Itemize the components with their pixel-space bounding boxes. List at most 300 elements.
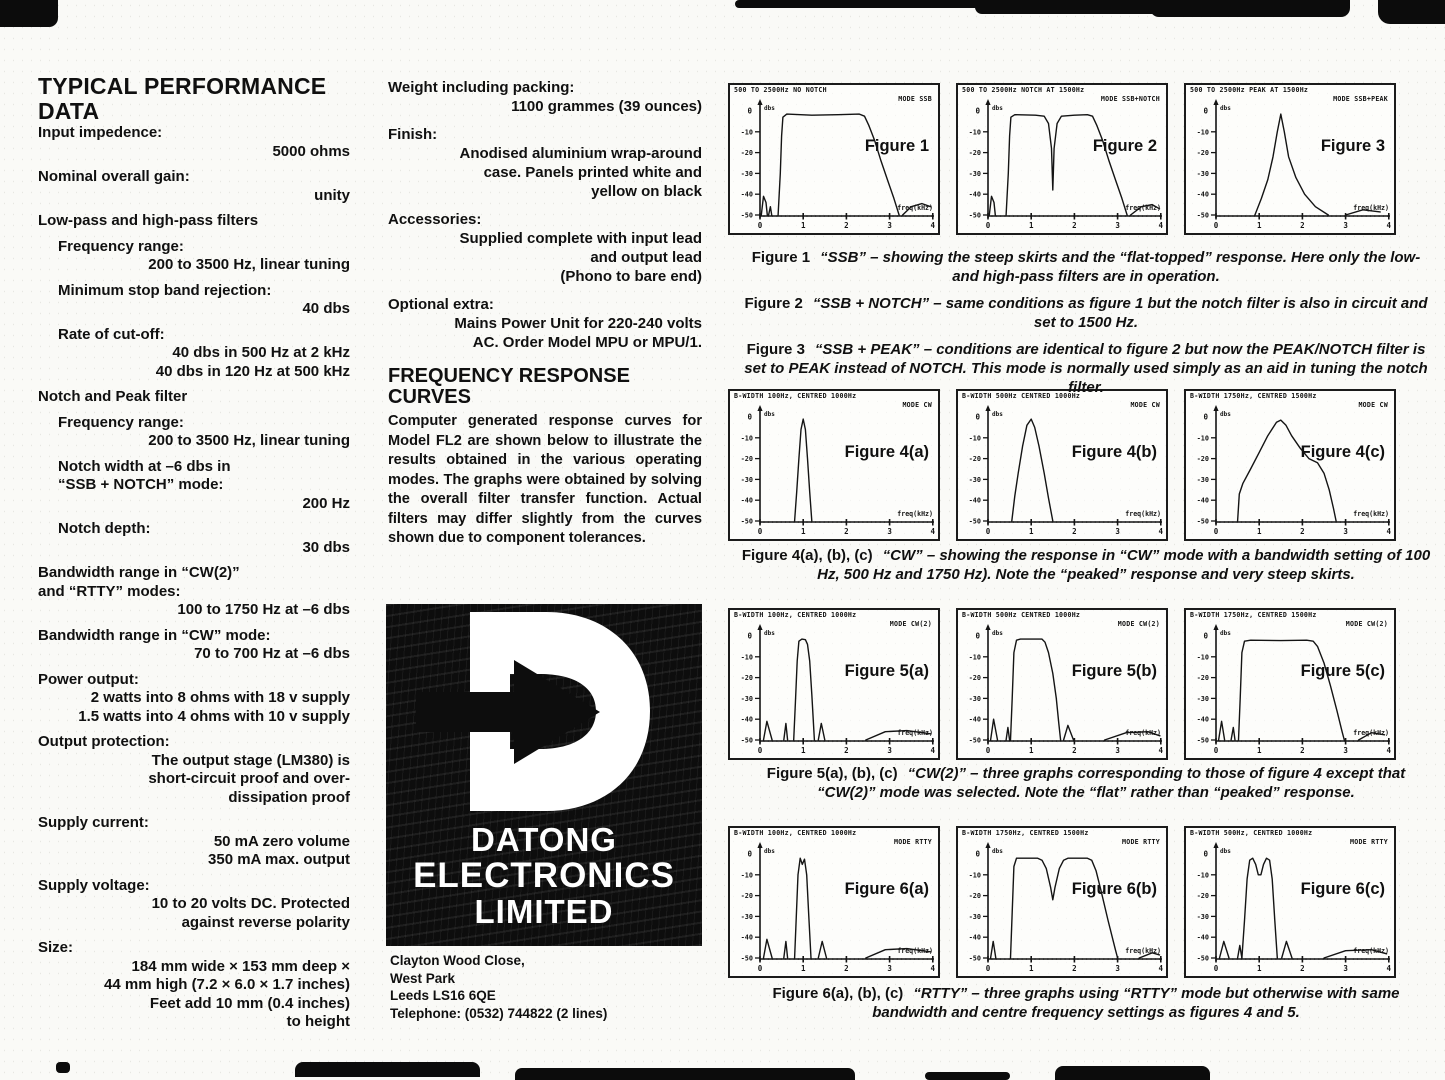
svg-text:freq(kHz): freq(kHz): [897, 204, 933, 212]
svg-text:-40: -40: [968, 715, 981, 724]
caption-text: “SSB + NOTCH” – same conditions as figure 1 but the notch filter is also in circuit and set to 1500 Hz.: [812, 295, 1428, 331]
response-plot: [958, 85, 1166, 233]
svg-text:-20: -20: [1196, 149, 1209, 158]
svg-text:freq(kHz): freq(kHz): [897, 510, 933, 518]
figure-header: B-WIDTH 1750Hz, CENTRED 1500Hz: [1190, 611, 1317, 619]
shipping-spec-item: [388, 210, 702, 286]
svg-text:freq(kHz): freq(kHz): [897, 729, 933, 737]
response-plot: [958, 610, 1166, 758]
figure-mode: MODE SSB+NOTCH: [1100, 95, 1160, 103]
figure-panel: [728, 826, 940, 978]
svg-text:4: 4: [930, 746, 936, 755]
spec-label: Accessories:: [388, 211, 482, 228]
caption-figure-label: Figure 6(a), (b), (c): [772, 985, 904, 1002]
svg-text:1: 1: [800, 221, 806, 230]
caption-figure-label: Figure 1: [751, 249, 811, 266]
svg-text:dbs: dbs: [764, 411, 775, 418]
figure-label: Figure 5(a): [844, 662, 929, 680]
svg-text:-30: -30: [968, 912, 981, 921]
svg-text:-50: -50: [968, 954, 981, 963]
spec-item: [38, 414, 350, 451]
svg-text:freq(kHz): freq(kHz): [897, 947, 933, 955]
figure-row-4: [728, 826, 1440, 978]
caption-text: “RTTY” – three graphs using “RTTY” mode but otherwise with same bandwidth and centre frequency settings as figures 4 and 5.: [872, 985, 1400, 1021]
figure-panel: [1184, 826, 1396, 978]
figure-row-3: [728, 608, 1440, 760]
scan-artifact: [56, 1062, 70, 1073]
svg-text:-50: -50: [740, 517, 753, 526]
response-plot: [1186, 391, 1394, 539]
figure-header: B-WIDTH 500Hz CENTRED 1000Hz: [962, 392, 1081, 400]
spec-value: 40 dbs: [302, 300, 350, 317]
spec-value: case. Panels printed white and: [483, 164, 702, 181]
svg-text:-30: -30: [1196, 912, 1209, 921]
svg-text:4: 4: [930, 221, 936, 230]
scan-artifact: [735, 0, 980, 8]
svg-text:0: 0: [757, 964, 763, 973]
spec-label: Supply voltage:: [38, 876, 150, 894]
figure-mode: MODE SSB+PEAK: [1333, 95, 1388, 103]
svg-text:dbs: dbs: [992, 848, 1003, 855]
frequency-response-paragraph: Computer generated response curves for Model FL2 are shown below to illustrate the results obtained in the various operating modes. The graphs were obtained by solving the overall filter transfer function. Actual filters may differ slightly from the curves shown due to component tolerances.: [388, 413, 702, 546]
spec-value: and output lead: [590, 249, 702, 266]
shipping-spec-item: [388, 295, 702, 352]
caption-figure-5: [740, 764, 1432, 810]
spec-value: 70 to 700 Hz at –6 dbs: [194, 645, 350, 662]
figure-label: Figure 3: [1320, 137, 1385, 155]
logo-line-2: ELECTRONICS: [413, 856, 675, 895]
svg-text:0: 0: [1203, 849, 1208, 859]
svg-text:0: 0: [747, 106, 752, 116]
figure-panel: [1184, 83, 1396, 235]
figure-header: B-WIDTH 100Hz, CENTRED 1000Hz: [734, 829, 857, 837]
svg-text:-50: -50: [968, 736, 981, 745]
svg-text:dbs: dbs: [764, 105, 775, 112]
figure-label: Figure 4(b): [1071, 443, 1157, 461]
svg-text:0: 0: [985, 527, 991, 536]
svg-text:2: 2: [1072, 221, 1077, 230]
svg-text:1: 1: [1028, 221, 1034, 230]
svg-text:3: 3: [1115, 964, 1120, 973]
spec-value: 40 dbs in 120 Hz at 500 kHz: [155, 362, 350, 380]
svg-text:-40: -40: [1196, 933, 1209, 942]
spec-value: 1.5 watts into 4 ohms with 10 v supply: [78, 707, 350, 725]
spec-item: [38, 388, 350, 407]
figure-label: Figure 6(c): [1300, 880, 1385, 898]
spec-label: Nominal overall gain:: [38, 168, 190, 185]
svg-text:-30: -30: [740, 169, 753, 178]
svg-text:freq(kHz): freq(kHz): [1353, 729, 1389, 737]
svg-text:-40: -40: [968, 496, 981, 505]
svg-text:-10: -10: [740, 434, 753, 443]
svg-text:2: 2: [1072, 964, 1077, 973]
svg-text:1: 1: [1256, 746, 1262, 755]
svg-text:-10: -10: [968, 434, 981, 443]
svg-text:-10: -10: [1196, 128, 1209, 137]
caption-figure-label: Figure 3: [746, 341, 805, 358]
svg-text:dbs: dbs: [1220, 848, 1231, 855]
datong-arrow-d-icon: [386, 604, 702, 819]
svg-text:2: 2: [844, 746, 849, 755]
spec-value: Supplied complete with input lead: [459, 230, 702, 247]
caption-text: “CW(2)” – three graphs corresponding to those of figure 4 except that “CW(2)” mode was selected. Note the “flat” rather than “peaked” response.: [817, 765, 1406, 801]
svg-text:0: 0: [975, 106, 980, 116]
figure-mode: MODE RTTY: [1350, 838, 1388, 846]
performance-data-column: [38, 74, 350, 1039]
figure-caption: [740, 546, 1432, 584]
svg-text:4: 4: [1158, 527, 1164, 536]
figure-mode: MODE CW: [1130, 401, 1160, 409]
figure-label: Figure 1: [864, 137, 929, 155]
spec-item: [38, 564, 350, 620]
spec-value: against reverse polarity: [181, 913, 350, 931]
svg-text:0: 0: [747, 412, 752, 422]
svg-text:2: 2: [844, 527, 849, 536]
figure-label: Figure 5(c): [1300, 662, 1385, 680]
svg-text:dbs: dbs: [992, 630, 1003, 637]
spec-value: 30 dbs: [302, 538, 350, 556]
spec-item: [38, 326, 350, 382]
svg-text:-40: -40: [968, 933, 981, 942]
svg-text:freq(kHz): freq(kHz): [1125, 510, 1161, 518]
svg-text:-40: -40: [740, 715, 753, 724]
response-plot: [730, 391, 938, 539]
svg-text:4: 4: [1386, 527, 1392, 536]
figure-label: Figure 4(a): [844, 443, 929, 461]
middle-column: [388, 78, 702, 549]
figure-panel: [728, 608, 940, 760]
figure-mode: MODE SSB: [898, 95, 932, 103]
spec-value: 50 mA zero volume: [213, 832, 350, 850]
svg-text:0: 0: [1213, 746, 1219, 755]
spec-value: unity: [314, 186, 350, 204]
scan-artifact: [1378, 0, 1445, 24]
svg-text:-40: -40: [1196, 496, 1209, 505]
response-plot: [1186, 610, 1394, 758]
logo-line-1: DATONG: [471, 821, 617, 858]
svg-text:-30: -30: [740, 694, 753, 703]
svg-text:-10: -10: [740, 871, 753, 880]
figure-row-2: [728, 389, 1440, 541]
svg-text:-40: -40: [1196, 715, 1209, 724]
svg-text:3: 3: [1115, 746, 1120, 755]
figure-panel: [1184, 389, 1396, 541]
svg-text:-20: -20: [1196, 674, 1209, 683]
spec-value: yellow on black: [591, 183, 702, 200]
figure-label: Figure 6(b): [1071, 880, 1157, 898]
figure-panel: [1184, 608, 1396, 760]
scan-artifact: [295, 1062, 480, 1077]
svg-text:-20: -20: [968, 892, 981, 901]
svg-text:2: 2: [844, 964, 849, 973]
svg-text:-10: -10: [1196, 653, 1209, 662]
scan-artifact: [1055, 1066, 1210, 1080]
svg-text:freq(kHz): freq(kHz): [1353, 947, 1389, 955]
svg-text:1: 1: [800, 746, 806, 755]
caption-text: “SSB” – showing the steep skirts and the “flat-topped” response. Here only the low- and high-pass filters are in operation.: [820, 249, 1421, 285]
svg-text:-20: -20: [740, 892, 753, 901]
spec-value: 200 to 3500 Hz, linear tuning: [148, 256, 350, 273]
spec-value: 184 mm wide × 153 mm deep ×: [131, 957, 350, 975]
spec-label: Bandwidth range in “CW” mode:: [38, 626, 271, 644]
svg-text:0: 0: [757, 527, 763, 536]
datong-logo: [386, 604, 702, 946]
svg-text:-10: -10: [1196, 871, 1209, 880]
spec-item: [38, 939, 350, 1032]
spec-label: Input impedence:: [38, 124, 163, 141]
spec-value: Anodised aluminium wrap-around: [459, 145, 702, 162]
spec-label: Finish:: [388, 126, 438, 143]
response-plot: [958, 391, 1166, 539]
spec-label: Low-pass and high-pass filters: [38, 212, 259, 229]
svg-text:0: 0: [975, 412, 980, 422]
svg-text:0: 0: [985, 746, 991, 755]
figure-label: Figure 2: [1092, 137, 1157, 155]
spec-label: Power output:: [38, 670, 139, 688]
svg-text:-50: -50: [1196, 954, 1209, 963]
spec-value: 1100 grammes (39 ounces): [511, 98, 702, 115]
svg-text:2: 2: [1300, 746, 1305, 755]
svg-text:-30: -30: [740, 475, 753, 484]
figure-row-1: [728, 83, 1440, 235]
svg-text:dbs: dbs: [1220, 630, 1231, 637]
frequency-response-heading: FREQUENCY RESPONSE CURVES: [388, 365, 630, 408]
caption-figure-label: Figure 4(a), (b), (c): [741, 547, 873, 564]
figure-header: B-WIDTH 1750Hz, CENTRED 1500Hz: [962, 829, 1089, 837]
svg-text:4: 4: [1158, 746, 1164, 755]
spec-value: Feet add 10 mm (0.4 inches): [149, 994, 350, 1012]
svg-text:0: 0: [1213, 221, 1219, 230]
caption-figure-label: Figure 5(a), (b), (c): [766, 765, 898, 782]
spec-value: 2 watts into 8 ohms with 18 v supply: [90, 689, 350, 706]
spec-label: Output protection:: [38, 733, 170, 750]
svg-text:-10: -10: [968, 653, 981, 662]
figure-panel: [728, 83, 940, 235]
svg-text:4: 4: [1386, 964, 1392, 973]
spec-value: AC. Order Model MPU or MPU/1.: [472, 334, 702, 351]
svg-text:0: 0: [1203, 106, 1208, 116]
svg-text:-30: -30: [740, 912, 753, 921]
spec-value: to height: [286, 1013, 350, 1030]
svg-text:-40: -40: [740, 496, 753, 505]
caption-figure-6: [740, 984, 1432, 1030]
spec-value: short-circuit proof and over-: [148, 770, 350, 787]
spec-value: 40 dbs in 500 Hz at 2 kHz: [172, 344, 350, 361]
scan-artifact: [0, 0, 58, 27]
spec-label: Notch width at –6 dbs in: [58, 457, 231, 475]
spec-label: Frequency range:: [58, 237, 184, 255]
spec-item: [38, 124, 350, 161]
figure-panel: [956, 389, 1168, 541]
svg-text:-30: -30: [968, 694, 981, 703]
spec-label: Notch and Peak filter: [38, 388, 188, 405]
svg-text:0: 0: [1213, 527, 1219, 536]
svg-text:3: 3: [887, 527, 892, 536]
svg-text:4: 4: [1386, 221, 1392, 230]
spec-item: [38, 877, 350, 933]
spec-item: [38, 627, 350, 664]
figure-mode: MODE CW(2): [889, 620, 932, 628]
response-plot: [730, 610, 938, 758]
svg-text:0: 0: [1203, 631, 1208, 641]
svg-text:0: 0: [985, 221, 991, 230]
figure-caption: [740, 340, 1432, 397]
figure-panel: [728, 389, 940, 541]
spec-value: 10 to 20 volts DC. Protected: [151, 895, 350, 912]
spec-value: 44 mm high (7.2 × 6.0 × 1.7 inches): [104, 976, 350, 993]
svg-text:-10: -10: [968, 128, 981, 137]
figure-header: B-WIDTH 500Hz, CENTRED 1000Hz: [1190, 829, 1313, 837]
svg-text:-50: -50: [1196, 211, 1209, 220]
spec-value: 200 Hz: [302, 494, 350, 512]
svg-text:-20: -20: [740, 455, 753, 464]
svg-text:-30: -30: [1196, 475, 1209, 484]
spec-value: 350 mA max. output: [208, 851, 350, 868]
figure-header: 500 TO 2500Hz NO NOTCH: [734, 86, 827, 94]
response-plot: [1186, 85, 1394, 233]
svg-text:-20: -20: [1196, 892, 1209, 901]
svg-text:-50: -50: [1196, 517, 1209, 526]
scan-artifact: [1150, 0, 1350, 17]
svg-text:-20: -20: [740, 674, 753, 683]
response-plot: [730, 828, 938, 976]
svg-text:1: 1: [1256, 527, 1262, 536]
figure-label: Figure 6(a): [844, 880, 929, 898]
scan-artifact: [515, 1068, 855, 1080]
spec-value: dissipation proof: [228, 788, 350, 806]
svg-text:-10: -10: [968, 871, 981, 880]
spec-value: 200 to 3500 Hz, linear tuning: [148, 432, 350, 449]
svg-text:-10: -10: [1196, 434, 1209, 443]
spec-label: Optional extra:: [388, 296, 494, 313]
svg-text:-40: -40: [740, 933, 753, 942]
spec-item: [38, 458, 350, 514]
spec-label: Weight including packing:: [388, 79, 575, 96]
svg-text:freq(kHz): freq(kHz): [1125, 204, 1161, 212]
spec-label: “SSB + NOTCH” mode:: [58, 476, 224, 493]
svg-text:0: 0: [757, 221, 763, 230]
svg-text:-20: -20: [968, 674, 981, 683]
svg-text:2: 2: [1072, 746, 1077, 755]
svg-text:2: 2: [1300, 527, 1305, 536]
spec-list: [38, 124, 350, 1032]
spec-label: Frequency range:: [58, 413, 184, 431]
caption-figure-label: Figure 2: [744, 295, 803, 312]
figure-header: 500 TO 2500Hz PEAK AT 1500Hz: [1190, 86, 1309, 94]
caption-text: “CW” – showing the response in “CW” mode with a bandwidth setting of 100 Hz, 500 Hz and 1750 Hz). Note the “peaked” response and very steep skirts.: [817, 547, 1431, 583]
spec-value: Mains Power Unit for 220-240 volts: [454, 315, 702, 332]
spec-label: Rate of cut-off:: [58, 325, 165, 343]
figure-header: B-WIDTH 1750Hz, CENTRED 1500Hz: [1190, 392, 1317, 400]
spec-value: 5000 ohms: [272, 142, 350, 160]
svg-text:3: 3: [887, 746, 892, 755]
shipping-spec-list: [388, 78, 702, 352]
spec-value: The output stage (LM380) is: [151, 751, 350, 769]
svg-text:-30: -30: [968, 169, 981, 178]
svg-text:1: 1: [800, 964, 806, 973]
figure-mode: MODE CW(2): [1117, 620, 1160, 628]
svg-text:1: 1: [800, 527, 806, 536]
figure-header: 500 TO 2500Hz NOTCH AT 1500Hz: [962, 86, 1085, 94]
svg-text:-40: -40: [1196, 190, 1209, 199]
figure-panel: [956, 83, 1168, 235]
svg-text:-30: -30: [1196, 694, 1209, 703]
svg-text:-20: -20: [740, 149, 753, 158]
svg-text:dbs: dbs: [1220, 411, 1231, 418]
svg-text:1: 1: [1028, 746, 1034, 755]
svg-text:0: 0: [975, 849, 980, 859]
shipping-spec-item: [388, 125, 702, 201]
svg-text:1: 1: [1028, 527, 1034, 536]
caption-figure-4: [740, 546, 1432, 592]
svg-text:4: 4: [1386, 746, 1392, 755]
svg-text:0: 0: [757, 746, 763, 755]
figure-mode: MODE RTTY: [894, 838, 932, 846]
svg-text:-10: -10: [740, 128, 753, 137]
svg-text:0: 0: [985, 964, 991, 973]
svg-text:-30: -30: [1196, 169, 1209, 178]
svg-text:dbs: dbs: [764, 848, 775, 855]
svg-text:freq(kHz): freq(kHz): [1353, 204, 1389, 212]
svg-text:dbs: dbs: [992, 105, 1003, 112]
figure-label: Figure 5(b): [1071, 662, 1157, 680]
page-title: TYPICAL PERFORMANCE DATA: [38, 73, 327, 124]
svg-text:-10: -10: [740, 653, 753, 662]
svg-text:freq(kHz): freq(kHz): [1353, 510, 1389, 518]
svg-text:1: 1: [1256, 964, 1262, 973]
svg-text:-50: -50: [740, 736, 753, 745]
svg-text:-40: -40: [968, 190, 981, 199]
svg-text:0: 0: [1203, 412, 1208, 422]
caption-text: “SSB + PEAK” – conditions are identical to figure 2 but now the PEAK/NOTCH filter is set to PEAK instead of NOTCH. This mode is normally used simply as an aid in tuning the notch filter.: [744, 341, 1428, 396]
figure-mode: MODE RTTY: [1122, 838, 1160, 846]
svg-text:3: 3: [1343, 221, 1348, 230]
figure-caption: [740, 764, 1432, 802]
svg-text:3: 3: [1115, 527, 1120, 536]
svg-text:0: 0: [747, 849, 752, 859]
figure-mode: MODE CW: [902, 401, 932, 409]
svg-text:2: 2: [1072, 527, 1077, 536]
spec-item: [38, 212, 350, 231]
scan-artifact: [925, 1072, 1010, 1080]
svg-text:2: 2: [844, 221, 849, 230]
svg-text:4: 4: [1158, 964, 1164, 973]
svg-text:3: 3: [887, 221, 892, 230]
spec-label: and “RTTY” modes:: [38, 582, 181, 600]
figure-mode: MODE CW: [1358, 401, 1388, 409]
svg-text:3: 3: [1343, 746, 1348, 755]
svg-text:1: 1: [1028, 964, 1034, 973]
svg-text:4: 4: [930, 964, 936, 973]
svg-text:-50: -50: [968, 517, 981, 526]
svg-text:-20: -20: [968, 455, 981, 464]
svg-text:3: 3: [1115, 221, 1120, 230]
svg-text:-30: -30: [968, 475, 981, 484]
captions-figures-1-3: [740, 248, 1432, 405]
company-address: Clayton Wood Close, West Park Leeds LS16 6QE Telephone: (0532) 744822 (2 lines): [390, 953, 608, 1021]
spec-item: [38, 168, 350, 205]
spec-label: Supply current:: [38, 814, 149, 831]
figure-header: B-WIDTH 500Hz CENTRED 1000Hz: [962, 611, 1081, 619]
figure-header: B-WIDTH 100Hz, CENTRED 1000Hz: [734, 611, 857, 619]
svg-text:-20: -20: [1196, 455, 1209, 464]
svg-text:4: 4: [930, 527, 936, 536]
response-plot: [730, 85, 938, 233]
svg-text:freq(kHz): freq(kHz): [1125, 947, 1161, 955]
figure-caption: [740, 294, 1432, 332]
figure-header: B-WIDTH 100Hz, CENTRED 1000Hz: [734, 392, 857, 400]
svg-text:-40: -40: [740, 190, 753, 199]
